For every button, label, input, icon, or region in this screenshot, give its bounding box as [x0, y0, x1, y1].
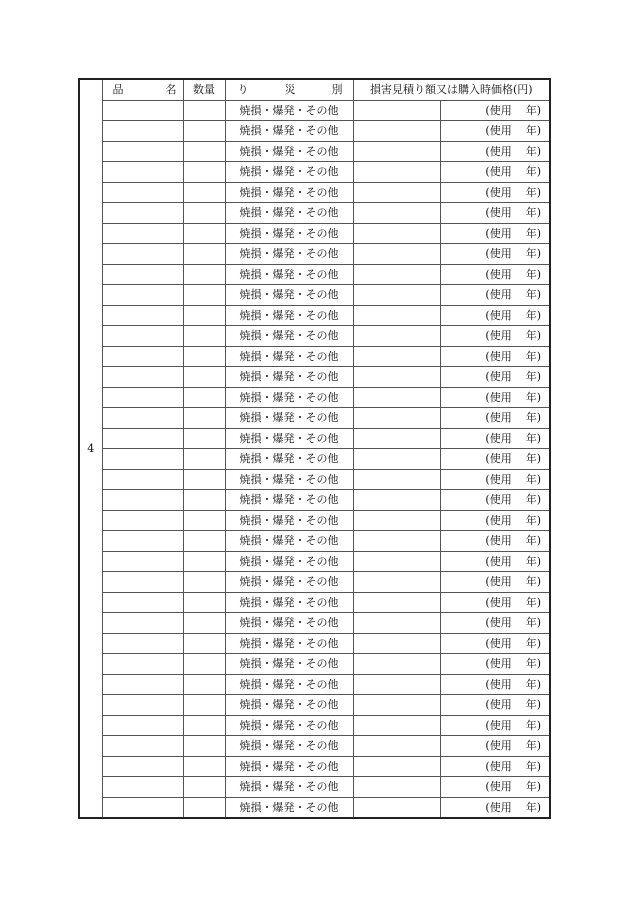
amount-field[interactable]	[353, 572, 440, 593]
quantity-field[interactable]	[183, 162, 225, 183]
usage-suffix: 年)	[525, 288, 541, 302]
usage-suffix: 年)	[525, 206, 541, 220]
disaster-type-options[interactable]: 焼損・爆発・その他	[225, 736, 353, 757]
usage-years-field[interactable]	[440, 797, 550, 818]
item-name-field[interactable]	[102, 264, 183, 285]
usage-suffix: 年)	[525, 657, 541, 671]
usage-suffix: 年)	[525, 452, 541, 466]
usage-years-field[interactable]	[440, 326, 550, 347]
item-name-field[interactable]	[102, 510, 183, 531]
quantity-field[interactable]	[183, 572, 225, 593]
usage-prefix: (使用	[485, 411, 512, 425]
item-name-field[interactable]	[102, 367, 183, 388]
table-row	[79, 387, 550, 408]
amount-field[interactable]	[353, 449, 440, 470]
table-row	[79, 613, 550, 634]
quantity-field[interactable]	[183, 449, 225, 470]
disaster-type-options[interactable]: 焼損・爆発・その他	[225, 326, 353, 347]
disaster-type-options[interactable]: 焼損・爆発・その他	[225, 182, 353, 203]
table-row	[79, 510, 550, 531]
item-name-field[interactable]	[102, 531, 183, 552]
amount-field[interactable]	[353, 592, 440, 613]
usage-prefix: (使用	[485, 431, 512, 445]
amount-field[interactable]	[353, 797, 440, 818]
quantity-field[interactable]	[183, 736, 225, 757]
usage-prefix: (使用	[485, 103, 512, 117]
amount-field[interactable]	[353, 736, 440, 757]
table-row	[79, 203, 550, 224]
usage-years-field[interactable]	[440, 572, 550, 593]
table-row	[79, 449, 550, 470]
usage-suffix: 年)	[525, 185, 541, 199]
usage-suffix: 年)	[525, 718, 541, 732]
usage-suffix: 年)	[525, 513, 541, 527]
usage-years-field[interactable]	[440, 203, 550, 224]
table-row	[79, 633, 550, 654]
disaster-type-options[interactable]: 焼損・爆発・その他	[225, 121, 353, 142]
table-row	[79, 695, 550, 716]
quantity-field[interactable]	[183, 592, 225, 613]
usage-years-field[interactable]	[440, 305, 550, 326]
usage-years-field[interactable]	[440, 428, 550, 449]
table-row	[79, 531, 550, 552]
usage-prefix: (使用	[485, 206, 512, 220]
usage-suffix: 年)	[525, 431, 541, 445]
usage-suffix: 年)	[525, 636, 541, 650]
table-row	[79, 141, 550, 162]
quantity-field[interactable]	[183, 244, 225, 265]
table-row	[79, 756, 550, 777]
item-name-field[interactable]	[102, 613, 183, 634]
disaster-type-options[interactable]: 焼損・爆発・その他	[225, 264, 353, 285]
disaster-type-options[interactable]: 焼損・爆発・その他	[225, 141, 353, 162]
disaster-type-options[interactable]: 焼損・爆発・その他	[225, 346, 353, 367]
usage-years-field[interactable]	[440, 490, 550, 511]
disaster-type-options[interactable]: 焼損・爆発・その他	[225, 162, 353, 183]
usage-prefix: (使用	[485, 267, 512, 281]
quantity-field[interactable]	[183, 121, 225, 142]
usage-years-field[interactable]	[440, 244, 550, 265]
disaster-type-options[interactable]: 焼損・爆発・その他	[225, 756, 353, 777]
amount-field[interactable]	[353, 346, 440, 367]
usage-prefix: (使用	[485, 595, 512, 609]
quantity-field[interactable]	[183, 408, 225, 429]
amount-field[interactable]	[353, 695, 440, 716]
amount-field[interactable]	[353, 182, 440, 203]
amount-field[interactable]	[353, 162, 440, 183]
usage-suffix: 年)	[525, 103, 541, 117]
header-amount: 損害見積り額又は購入時価格(円)	[353, 79, 550, 100]
quantity-field[interactable]	[183, 756, 225, 777]
amount-field[interactable]	[353, 100, 440, 121]
usage-prefix: (使用	[485, 636, 512, 650]
amount-field[interactable]	[353, 141, 440, 162]
quantity-field[interactable]	[183, 326, 225, 347]
item-name-field[interactable]	[102, 633, 183, 654]
item-name-field[interactable]	[102, 777, 183, 798]
disaster-type-options[interactable]: 焼損・爆発・その他	[225, 777, 353, 798]
table-row	[79, 674, 550, 695]
item-name-field[interactable]	[102, 387, 183, 408]
usage-prefix: (使用	[485, 534, 512, 548]
usage-prefix: (使用	[485, 452, 512, 466]
disaster-type-options[interactable]: 焼損・爆発・その他	[225, 531, 353, 552]
usage-years-field[interactable]	[440, 285, 550, 306]
disaster-type-options[interactable]: 焼損・爆発・その他	[225, 305, 353, 326]
item-name-field[interactable]	[102, 551, 183, 572]
usage-years-field[interactable]	[440, 756, 550, 777]
usage-suffix: 年)	[525, 554, 541, 568]
usage-years-field[interactable]	[440, 592, 550, 613]
usage-prefix: (使用	[485, 472, 512, 486]
table-row	[79, 592, 550, 613]
usage-suffix: 年)	[525, 677, 541, 691]
disaster-type-options[interactable]: 焼損・爆発・その他	[225, 449, 353, 470]
item-name-field[interactable]	[102, 182, 183, 203]
table-row	[79, 223, 550, 244]
table-row	[79, 777, 550, 798]
quantity-field[interactable]	[183, 633, 225, 654]
section-number-cell	[79, 79, 102, 818]
table-row	[79, 469, 550, 490]
item-name-field[interactable]	[102, 756, 183, 777]
item-name-field[interactable]	[102, 141, 183, 162]
usage-prefix: (使用	[485, 390, 512, 404]
table-row	[79, 121, 550, 142]
usage-suffix: 年)	[525, 144, 541, 158]
disaster-type-options[interactable]: 焼損・爆発・その他	[225, 633, 353, 654]
item-name-field[interactable]	[102, 285, 183, 306]
usage-suffix: 年)	[525, 165, 541, 179]
usage-suffix: 年)	[525, 124, 541, 138]
usage-prefix: (使用	[485, 616, 512, 630]
disaster-type-options[interactable]: 焼損・爆発・その他	[225, 592, 353, 613]
amount-field[interactable]	[353, 633, 440, 654]
quantity-field[interactable]	[183, 613, 225, 634]
usage-prefix: (使用	[485, 144, 512, 158]
quantity-field[interactable]	[183, 264, 225, 285]
usage-years-field[interactable]	[440, 736, 550, 757]
table-row	[79, 326, 550, 347]
table-row	[79, 490, 550, 511]
table-row	[79, 715, 550, 736]
amount-field[interactable]	[353, 244, 440, 265]
usage-prefix: (使用	[485, 513, 512, 527]
disaster-type-options[interactable]: 焼損・爆発・その他	[225, 510, 353, 531]
quantity-field[interactable]	[183, 695, 225, 716]
usage-prefix: (使用	[485, 657, 512, 671]
amount-field[interactable]	[353, 285, 440, 306]
usage-suffix: 年)	[525, 595, 541, 609]
amount-field[interactable]	[353, 223, 440, 244]
header-quantity: 数量	[183, 79, 225, 100]
usage-suffix: 年)	[525, 329, 541, 343]
table-row	[79, 572, 550, 593]
amount-field[interactable]	[353, 654, 440, 675]
amount-field[interactable]	[353, 510, 440, 531]
disaster-type-options[interactable]: 焼損・爆発・その他	[225, 715, 353, 736]
disaster-type-options[interactable]: 焼損・爆発・その他	[225, 613, 353, 634]
table-row	[79, 551, 550, 572]
quantity-field[interactable]	[183, 551, 225, 572]
usage-prefix: (使用	[485, 698, 512, 712]
quantity-field[interactable]	[183, 305, 225, 326]
usage-suffix: 年)	[525, 472, 541, 486]
disaster-type-options[interactable]: 焼損・爆発・その他	[225, 285, 353, 306]
quantity-field[interactable]	[183, 469, 225, 490]
usage-years-field[interactable]	[440, 777, 550, 798]
usage-prefix: (使用	[485, 370, 512, 384]
usage-prefix: (使用	[485, 308, 512, 322]
item-name-field[interactable]	[102, 428, 183, 449]
amount-field[interactable]	[353, 428, 440, 449]
usage-suffix: 年)	[525, 534, 541, 548]
table-row	[79, 100, 550, 121]
usage-prefix: (使用	[485, 759, 512, 773]
amount-field[interactable]	[353, 203, 440, 224]
usage-years-field[interactable]	[440, 408, 550, 429]
usage-years-field[interactable]	[440, 264, 550, 285]
table-row	[79, 305, 550, 326]
quantity-field[interactable]	[183, 141, 225, 162]
disaster-type-options[interactable]: 焼損・爆発・その他	[225, 428, 353, 449]
usage-prefix: (使用	[485, 329, 512, 343]
usage-years-field[interactable]	[440, 182, 550, 203]
item-name-field[interactable]	[102, 715, 183, 736]
usage-prefix: (使用	[485, 185, 512, 199]
item-name-field[interactable]	[102, 203, 183, 224]
usage-years-field[interactable]	[440, 674, 550, 695]
item-name-field[interactable]	[102, 674, 183, 695]
usage-suffix: 年)	[525, 370, 541, 384]
item-name-field[interactable]	[102, 572, 183, 593]
section-number: 4	[87, 442, 95, 455]
usage-years-field[interactable]	[440, 100, 550, 121]
usage-prefix: (使用	[485, 124, 512, 138]
item-name-field[interactable]	[102, 244, 183, 265]
usage-years-field[interactable]	[440, 531, 550, 552]
header-item-name: 品 名	[102, 79, 183, 100]
usage-prefix: (使用	[485, 800, 512, 814]
table-row	[79, 346, 550, 367]
disaster-type-options[interactable]: 焼損・爆発・その他	[225, 674, 353, 695]
table-row	[79, 367, 550, 388]
quantity-field[interactable]	[183, 715, 225, 736]
amount-field[interactable]	[353, 264, 440, 285]
table-row	[79, 244, 550, 265]
usage-suffix: 年)	[525, 616, 541, 630]
item-name-field[interactable]	[102, 695, 183, 716]
table-row	[79, 162, 550, 183]
amount-field[interactable]	[353, 756, 440, 777]
quantity-field[interactable]	[183, 777, 225, 798]
item-name-field[interactable]	[102, 592, 183, 613]
amount-field[interactable]	[353, 613, 440, 634]
usage-suffix: 年)	[525, 800, 541, 814]
quantity-field[interactable]	[183, 674, 225, 695]
usage-suffix: 年)	[525, 411, 541, 425]
quantity-field[interactable]	[183, 100, 225, 121]
usage-suffix: 年)	[525, 247, 541, 261]
usage-suffix: 年)	[525, 759, 541, 773]
usage-years-field[interactable]	[440, 387, 550, 408]
quantity-field[interactable]	[183, 490, 225, 511]
quantity-field[interactable]	[183, 510, 225, 531]
usage-prefix: (使用	[485, 739, 512, 753]
table-row	[79, 797, 550, 818]
disaster-type-options[interactable]: 焼損・爆発・その他	[225, 367, 353, 388]
disaster-type-options[interactable]: 焼損・爆発・その他	[225, 203, 353, 224]
amount-field[interactable]	[353, 387, 440, 408]
quantity-field[interactable]	[183, 203, 225, 224]
usage-suffix: 年)	[525, 575, 541, 589]
item-name-field[interactable]	[102, 797, 183, 818]
amount-field[interactable]	[353, 408, 440, 429]
usage-years-field[interactable]	[440, 469, 550, 490]
quantity-field[interactable]	[183, 797, 225, 818]
item-name-field[interactable]	[102, 654, 183, 675]
usage-suffix: 年)	[525, 780, 541, 794]
table-row	[79, 264, 550, 285]
usage-years-field[interactable]	[440, 223, 550, 244]
amount-field[interactable]	[353, 715, 440, 736]
quantity-field[interactable]	[183, 285, 225, 306]
item-name-field[interactable]	[102, 408, 183, 429]
disaster-type-options[interactable]: 焼損・爆発・その他	[225, 223, 353, 244]
item-name-field[interactable]	[102, 736, 183, 757]
disaster-type-options[interactable]: 焼損・爆発・その他	[225, 244, 353, 265]
disaster-type-options[interactable]: 焼損・爆発・その他	[225, 469, 353, 490]
usage-years-field[interactable]	[440, 715, 550, 736]
item-name-field[interactable]	[102, 469, 183, 490]
disaster-type-options[interactable]: 焼損・爆発・その他	[225, 572, 353, 593]
amount-field[interactable]	[353, 674, 440, 695]
item-name-field[interactable]	[102, 223, 183, 244]
usage-years-field[interactable]	[440, 162, 550, 183]
item-name-field[interactable]	[102, 305, 183, 326]
usage-prefix: (使用	[485, 226, 512, 240]
disaster-type-options[interactable]: 焼損・爆発・その他	[225, 551, 353, 572]
table-row	[79, 428, 550, 449]
quantity-field[interactable]	[183, 428, 225, 449]
usage-years-field[interactable]	[440, 141, 550, 162]
table-row	[79, 654, 550, 675]
usage-suffix: 年)	[525, 390, 541, 404]
amount-field[interactable]	[353, 777, 440, 798]
disaster-type-options[interactable]: 焼損・爆発・その他	[225, 408, 353, 429]
usage-years-field[interactable]	[440, 449, 550, 470]
amount-field[interactable]	[353, 490, 440, 511]
amount-field[interactable]	[353, 531, 440, 552]
usage-prefix: (使用	[485, 554, 512, 568]
usage-years-field[interactable]	[440, 551, 550, 572]
usage-prefix: (使用	[485, 165, 512, 179]
quantity-field[interactable]	[183, 223, 225, 244]
usage-suffix: 年)	[525, 308, 541, 322]
item-name-field[interactable]	[102, 100, 183, 121]
disaster-type-options[interactable]: 焼損・爆発・その他	[225, 100, 353, 121]
usage-prefix: (使用	[485, 493, 512, 507]
usage-suffix: 年)	[525, 226, 541, 240]
item-name-field[interactable]	[102, 162, 183, 183]
quantity-field[interactable]	[183, 654, 225, 675]
table-row	[79, 408, 550, 429]
disaster-type-options[interactable]: 焼損・爆発・その他	[225, 695, 353, 716]
item-name-field[interactable]	[102, 490, 183, 511]
item-name-field[interactable]	[102, 346, 183, 367]
amount-field[interactable]	[353, 551, 440, 572]
header-disaster-type: り 災 別	[225, 79, 353, 100]
usage-prefix: (使用	[485, 247, 512, 261]
usage-prefix: (使用	[485, 288, 512, 302]
usage-years-field[interactable]	[440, 510, 550, 531]
amount-field[interactable]	[353, 469, 440, 490]
usage-suffix: 年)	[525, 267, 541, 281]
table-row	[79, 285, 550, 306]
quantity-field[interactable]	[183, 531, 225, 552]
quantity-field[interactable]	[183, 346, 225, 367]
item-name-field[interactable]	[102, 121, 183, 142]
usage-prefix: (使用	[485, 718, 512, 732]
usage-prefix: (使用	[485, 780, 512, 794]
amount-field[interactable]	[353, 305, 440, 326]
usage-years-field[interactable]	[440, 367, 550, 388]
quantity-field[interactable]	[183, 387, 225, 408]
usage-years-field[interactable]	[440, 613, 550, 634]
disaster-type-options[interactable]: 焼損・爆発・その他	[225, 387, 353, 408]
disaster-type-options[interactable]: 焼損・爆発・その他	[225, 654, 353, 675]
usage-suffix: 年)	[525, 698, 541, 712]
usage-years-field[interactable]	[440, 695, 550, 716]
amount-field[interactable]	[353, 367, 440, 388]
table-row	[79, 736, 550, 757]
damage-item-table	[78, 78, 551, 819]
usage-suffix: 年)	[525, 349, 541, 363]
disaster-type-options[interactable]: 焼損・爆発・その他	[225, 490, 353, 511]
usage-years-field[interactable]	[440, 654, 550, 675]
usage-years-field[interactable]	[440, 346, 550, 367]
quantity-field[interactable]	[183, 367, 225, 388]
item-name-field[interactable]	[102, 326, 183, 347]
table-header-row	[79, 79, 550, 100]
amount-field[interactable]	[353, 326, 440, 347]
usage-suffix: 年)	[525, 739, 541, 753]
table-row	[79, 182, 550, 203]
usage-suffix: 年)	[525, 493, 541, 507]
usage-prefix: (使用	[485, 575, 512, 589]
amount-field[interactable]	[353, 121, 440, 142]
quantity-field[interactable]	[183, 182, 225, 203]
usage-years-field[interactable]	[440, 633, 550, 654]
usage-years-field[interactable]	[440, 121, 550, 142]
usage-prefix: (使用	[485, 349, 512, 363]
disaster-type-options[interactable]: 焼損・爆発・その他	[225, 797, 353, 818]
usage-prefix: (使用	[485, 677, 512, 691]
item-name-field[interactable]	[102, 449, 183, 470]
